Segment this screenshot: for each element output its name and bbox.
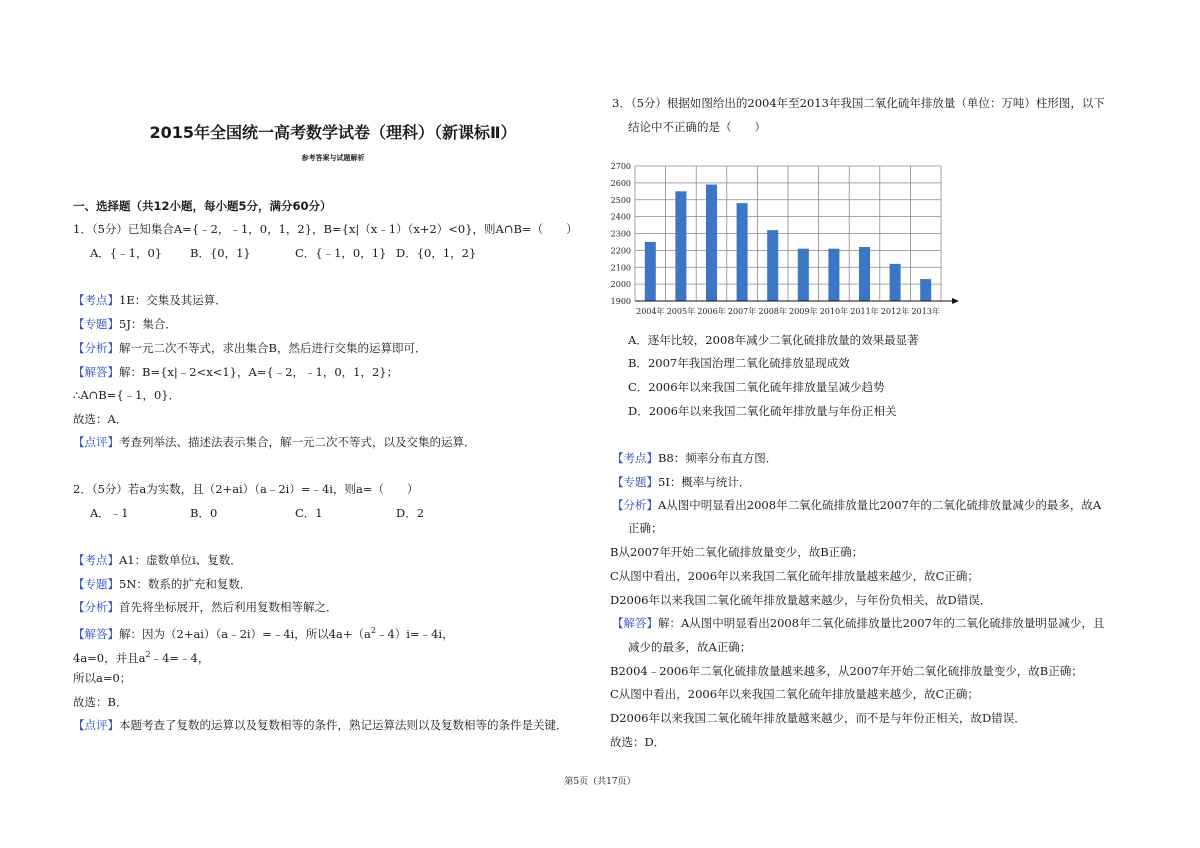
- q2-jieda-text-2: ﹣4）i=﹣4i，: [375, 626, 454, 641]
- bar: [828, 249, 839, 301]
- bar: [859, 247, 870, 301]
- q3-analysis-line: B从2007年开始二氧化硫排放量变少，故B正确；: [610, 545, 864, 559]
- tag-label: 【专题】: [612, 475, 658, 489]
- tag-label: 【考点】: [612, 451, 658, 465]
- y-tick-label: 2400: [610, 212, 631, 222]
- page-footer: 第5页（共17页）: [564, 777, 636, 787]
- tag-label: 【考点】: [73, 293, 119, 307]
- bar: [798, 249, 809, 301]
- q2-jieda: [73, 623, 454, 642]
- tag-label: 【分析】: [73, 341, 119, 355]
- tag-label: 【分析】: [73, 600, 119, 614]
- q1-option-a: A．{﹣1，0}: [90, 246, 163, 260]
- q3-fenxi: [612, 497, 1101, 513]
- tag-label: 【考点】: [73, 553, 119, 567]
- q2-solution-line: 所以a=0；: [73, 671, 132, 685]
- q3-answer: 故选：D．: [610, 735, 666, 749]
- q2-dianping-text: 本题考查了复数的运算以及复数相等的条件，熟记运算法则以及复数相等的条件是关键．: [119, 718, 568, 732]
- q1-jieda: [73, 364, 398, 380]
- x-axis-arrow: [952, 298, 959, 304]
- y-tick-label: 2300: [610, 229, 631, 239]
- q1-option-c: C．{﹣1，0，1}: [295, 246, 387, 260]
- q3-option-b: B．2007年我国治理二氧化硫排放显现成效: [628, 356, 850, 370]
- bar: [920, 279, 931, 301]
- q3-stem-cont: 结论中不正确的是（ ）: [628, 120, 766, 134]
- y-tick-label: 2700: [610, 162, 631, 171]
- q1-fenxi-text: 解一元二次不等式，求出集合B，然后进行交集的运算即可．: [119, 341, 427, 355]
- y-tick-label: 2100: [610, 263, 631, 273]
- q3-stem: 3．（5分）根据如图给出的2004年至2013年我国二氧化硫年排放量（单位：万吨）柱形图，以下: [612, 96, 1105, 110]
- bar: [890, 264, 901, 301]
- q2-line-text-2: ﹣4=﹣4，: [150, 650, 210, 665]
- x-tick-label: 2008年: [758, 307, 787, 316]
- q2-dianping: [73, 717, 568, 733]
- q3-jieda-cont: 减少的最多，故A正确；: [628, 640, 752, 654]
- q3-option-a: A．逐年比较，2008年减少二氧化硫排放量的效果最显著: [628, 333, 919, 347]
- section-heading: 一、选择题（共12小题，每小题5分，满分60分）: [73, 199, 332, 213]
- q1-dianping: [73, 434, 476, 450]
- q3-solution-line: D2006年以来我国二氧化硫年排放量越来越少，而不是与年份正相关，故D错误．: [610, 711, 1026, 725]
- bar: [737, 203, 748, 301]
- q3-kaodian-text: B8：频率分布直方图．: [658, 451, 778, 465]
- bar: [675, 191, 686, 301]
- q3-analysis-line: D2006年以来我国二氧化硫年排放量越来越少，与年份负相关，故D错误．: [610, 593, 992, 607]
- q3-zhuanti-text: 5I：概率与统计．: [658, 475, 751, 489]
- superscript: 2: [145, 650, 151, 659]
- q1-dianping-text: 考查列举法、描述法表示集合，解一元二次不等式，以及交集的运算．: [119, 435, 476, 449]
- q1-answer: 故选：A．: [73, 412, 128, 426]
- tag-label: 【解答】: [612, 616, 658, 630]
- bar: [767, 230, 778, 301]
- bar-chart: [600, 152, 960, 324]
- q2-kaodian: [73, 552, 242, 568]
- q1-kaodian-text: 1E：交集及其运算．: [119, 293, 227, 307]
- q3-zhuanti: [612, 474, 750, 490]
- x-tick-label: 2007年: [727, 307, 757, 316]
- tag-label: 【分析】: [612, 498, 658, 512]
- tag-label: 【点评】: [73, 718, 119, 732]
- q2-option-a: A．﹣1: [90, 506, 129, 520]
- x-tick-label: 2004年: [636, 307, 665, 316]
- x-tick-label: 2011年: [850, 307, 879, 316]
- page-subtitle: 参考答案与试题解析: [301, 154, 365, 162]
- q3-option-c: C．2006年以来我国二氧化硫年排放量呈减少趋势: [628, 380, 885, 394]
- q2-line-text: 4a=0，并且a: [73, 650, 146, 665]
- q2-option-d: D．2: [396, 506, 425, 520]
- tag-label: 【专题】: [73, 577, 119, 591]
- q2-option-b: B．0: [190, 506, 218, 520]
- bar: [706, 185, 717, 301]
- q3-kaodian: [612, 450, 777, 466]
- q3-solution-line: C从图中看出，2006年以来我国二氧化硫年排放量越来越少，故C正确；: [610, 687, 979, 701]
- q2-zhuanti-text: 5N：数系的扩充和复数．: [119, 577, 252, 591]
- q2-stem: 2．（5分）若a为实数，且（2+ai）（a﹣2i）=﹣4i，则a=（ ）: [73, 482, 419, 496]
- q2-answer: 故选：B．: [73, 695, 128, 709]
- q1-option-b: B．{0，1}: [190, 246, 251, 260]
- tag-label: 【解答】: [73, 365, 119, 379]
- x-tick-label: 2012年: [880, 307, 910, 316]
- tag-label: 【专题】: [73, 317, 119, 331]
- y-tick-label: 2000: [610, 280, 631, 290]
- q2-kaodian-text: A1：虚数单位i、复数．: [119, 553, 242, 567]
- q3-jieda-text: 解：A从图中明显看出2008年二氧化硫排放量比2007年的二氧化硫排放量明显减少，且: [658, 616, 1105, 630]
- q3-fenxi-cont: 正确；: [628, 521, 663, 535]
- superscript: 2: [370, 626, 376, 635]
- x-tick-label: 2006年: [697, 307, 726, 316]
- tag-label: 【点评】: [73, 435, 119, 449]
- y-tick-label: 2200: [610, 246, 631, 256]
- q3-solution-line: B2004﹣2006年二氧化硫排放量越来越多，从2007年开始二氧化硫排放量变少，故B正确；: [610, 664, 1083, 678]
- q2-jieda-text: 解：因为（2+ai）（a﹣2i）=﹣4i，所以4a+（a: [119, 626, 371, 641]
- x-tick-label: 2005年: [666, 307, 696, 316]
- bar: [645, 242, 656, 301]
- tag-label: 【解答】: [73, 626, 119, 641]
- page-title: 2015年全国统一高考数学试卷（理科）（新课标Ⅱ）: [149, 123, 517, 142]
- q1-solution-line: ∴A∩B={﹣1，0}．: [73, 388, 181, 402]
- y-tick-label: 2500: [610, 195, 631, 205]
- x-tick-label: 2013年: [911, 307, 940, 316]
- q2-zhuanti: [73, 576, 251, 592]
- q2-fenxi: [73, 599, 338, 615]
- q3-fenxi-text: A从图中明显看出2008年二氧化硫排放量比2007年的二氧化硫排放量减少的最多，故A: [658, 498, 1102, 512]
- x-tick-label: 2009年: [789, 307, 818, 316]
- y-tick-label: 1900: [610, 297, 631, 306]
- q1-kaodian: [73, 292, 227, 308]
- q3-jieda: [612, 615, 1104, 631]
- q3-analysis-line: C从图中看出，2006年以来我国二氧化硫年排放量越来越少，故C正确；: [610, 569, 979, 583]
- q3-option-d: D．2006年以来我国二氧化硫年排放量与年份正相关: [628, 404, 897, 418]
- x-tick-label: 2010年: [819, 307, 849, 316]
- q2-fenxi-text: 首先将坐标展开，然后利用复数相等解之．: [119, 600, 338, 614]
- q2-solution-line: [73, 647, 209, 666]
- q1-zhuanti: [73, 316, 177, 332]
- y-tick-label: 2600: [610, 178, 631, 188]
- q1-zhuanti-text: 5J：集合．: [119, 317, 177, 331]
- q1-jieda-text: 解：B={x|﹣2<x<1}，A={﹣2，﹣1，0，1，2}；: [119, 365, 399, 379]
- q2-option-c: C．1: [295, 506, 323, 520]
- q1-option-d: D．{0，1，2}: [396, 246, 477, 260]
- q1-stem: 1．（5分）已知集合A={﹣2，﹣1，0，1，2}，B={x|（x﹣1）（x+2）<0}，则A∩B=（ ）: [73, 222, 578, 236]
- q1-fenxi: [73, 340, 426, 356]
